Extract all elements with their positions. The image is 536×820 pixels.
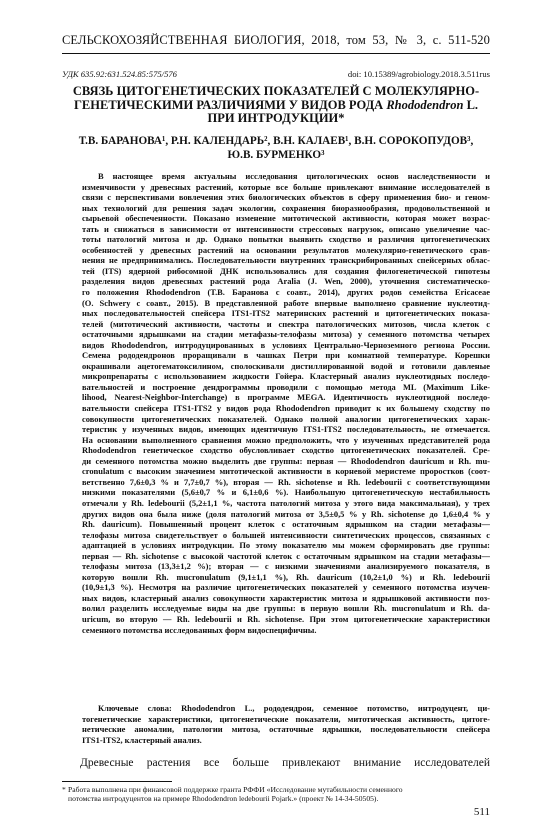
abstract-line: других видов она была ниже (доля патологий митоза от 3,5±0,5 % у Rh. sichotense до 1,6±0,4 % у xyxy=(82,508,490,519)
abstract xyxy=(82,171,490,635)
body-text-first-line: Древесные растения все больше привлекают внимание исследователей xyxy=(80,757,490,769)
keywords-block xyxy=(82,703,490,745)
abstract-line: ных последовательностей спейсера ITS1-ITS2 материнских растений и цитогенетических показа- xyxy=(82,308,490,319)
abstract-line: ветственно 7,6±0,3 % и 7,7±0,7 %), вторая — Rh. sichotense и Rh. ledebourii с соответствующими xyxy=(82,476,490,487)
page-number: 511 xyxy=(473,806,490,818)
abstract-line: телей (митотический активности, частоты и спектра патологических митозов, числа клеток с xyxy=(82,318,490,329)
authors-line-2: Ю.В. БУРМЕНКО³ xyxy=(227,148,325,161)
abstract-line: (10,9±1,3 %). Несмотря на различие цитогенетических показателей у семенного потомства изучен- xyxy=(82,582,490,593)
abstract-line: го положения Rhododendron (Т.В. Баранова с соавт., 2014), других родов семейства Ericaceae xyxy=(82,287,490,298)
abstract-line: особенностей у древесных растений на основании результатов молекулярно-генетического срав- xyxy=(82,244,490,255)
abstract-line: совокупности цитогенетических показателей. Однако полной аналогии цитогенетических харак- xyxy=(82,413,490,424)
abstract-line: которую вошли Rh. mucronulatum (9,1±1,1 %), Rh. dauricum (10,2±1,0 %) и Rh. ledebourii xyxy=(82,571,490,582)
funding-footnote xyxy=(62,785,490,803)
journal-running-head: СЕЛЬСКОХОЗЯЙСТВЕННАЯ БИОЛОГИЯ, 2018, том 53, № 3, с. 511-520 xyxy=(62,33,490,47)
abstract-line: вательностей и построение дендрограммы проводили с помощью метода ML (Maximum Like- xyxy=(82,381,490,392)
abstract-line: тей (ITS) ядерной рибосомной ДНК использовались для создания филогенетической гипотезы xyxy=(82,265,490,276)
title-line-2 xyxy=(62,99,490,113)
abstract-line: окрашивали ацетогематоксилином, сполоскивали дистиллированной водой и готовили давленые xyxy=(82,360,490,371)
abstract-line: нения не предпринимались. Последовательности внутренних транскрибированных спейсерных облас- xyxy=(82,255,490,266)
keywords-line: тогенетические характеристики, цитогенетические показатели, митотическая активность, цитоге- xyxy=(82,713,490,724)
abstract-line: Rh. dauricum). Повышенный процент клеток с остаточным ядрышком на стадии метафазы— xyxy=(82,519,490,530)
abstract-line: В настоящее время актуальны исследования цитологических основ наследственности и xyxy=(98,171,490,181)
abstract-line: первая — Rh. sichotense с высокой частотой клеток с остаточным ядрышком на стадии метафазы— xyxy=(82,550,490,561)
footnote-rule xyxy=(62,781,172,782)
abstract-line: отмечали у Rh. ledebourii (5,2±1,1 %, частота патологий митоза у этого вида максимальная), у трех xyxy=(82,497,490,508)
abstract-line: тоты патологий митоза и др. Однако попытки выявить сходство и различия цитогенетических xyxy=(82,234,490,245)
abstract-line: низкими показателями (5,6±0,7 % и 6,1±0,6 %). Наибольшую цитогенетическую нестабильность xyxy=(82,487,490,498)
abstract-line: ных видов, кластерный анализ совокупности характеристик митоза и ядрышковой активности поз- xyxy=(82,592,490,603)
keywords-line: нетические аномалии, патологии митоза, остаточные ядрышки, последовательности спейсера xyxy=(82,724,490,735)
abstract-line: теристик у изученных видов, имеющих идентичную ITS1-ITS2 последовательность, не отмечается. xyxy=(82,424,490,435)
abstract-line: uricum, во вторую — Rh. ledebourii и Rh. sichotense. При этом цитогенетические характеристики xyxy=(82,613,490,624)
abstract-line: На основании выполненного сравнения можно предположить, что у изученных представителей рода xyxy=(82,434,490,445)
abstract-line: телофазы митоза (13,3±1,2 %); вторая — с низкими значениями анализируемого показателя, в xyxy=(82,561,490,572)
title-line-2-prefix: ГЕНЕТИЧЕСКИМИ РАЗЛИЧИЯМИ У ВИДОВ РОДА xyxy=(73,97,387,112)
abstract-line: вательности спейсера ITS1-ITS2 у видов рода Rhododendron приводит к их большему сходству по xyxy=(82,403,490,414)
footnote-mark: * xyxy=(62,785,66,794)
footnote-line-1: Работа выполнена при финансовой поддержке гранта РФФИ «Исследование мутабильности семенного xyxy=(68,785,403,794)
abstract-line: Семена рододендронов проращивали в чашках Петри при комнатной температуре. Корешки xyxy=(82,350,490,361)
abstract-line: cronulatum с высоким значением митотической активности в корневой меристеме проростков (соот- xyxy=(82,466,490,477)
abstract-line: видов Rhododendron, интродуцированных в условиях Центрально-Черноземного региона России. xyxy=(82,339,490,350)
abstract-line: адаптацией в условиях интродукции. По этому показателю мы можем сформировать две группы: xyxy=(82,540,490,551)
header-rule xyxy=(62,53,490,54)
abstract-line: ных технологий для решения задач экологии, сохранения биоразнообразия, продовольственной и xyxy=(82,202,490,213)
udk-code: УДК 635.92:631.524.85:575/576 xyxy=(62,69,177,79)
keywords-line: Ключевые слова: Rhododendron L., рододендрон, семенное потомство, интродуцент, ци- xyxy=(98,703,490,713)
abstract-line: микропрепараты с использованием жидкости Гойера. Кластерный анализ нуклеотидных последо- xyxy=(82,371,490,382)
footnote-line-2: потомства интродуцентов на примере Rhododendron ledebourii Pojark.» (проект № 14-34-50505). xyxy=(68,794,379,804)
abstract-line: lihood, Nearest-Neighbor-Interchange) в программе MEGA. Идентичность нуклеотидной последо- xyxy=(82,392,490,403)
title-line-3: ПРИ ИНТРОДУКЦИИ* xyxy=(207,111,345,126)
keywords-line: ITS1-ITS2, кластерный анализ. xyxy=(82,734,202,745)
title-line-2-suffix: L. xyxy=(463,97,479,112)
abstract-line: Rhododendron генетическое сходство обусловливает сходство цитогенетических показателей. Сре- xyxy=(82,445,490,456)
author-list xyxy=(62,135,490,162)
article-title xyxy=(62,85,490,126)
title-line-1: СВЯЗЬ ЦИТОГЕНЕТИЧЕСКИХ ПОКАЗАТЕЛЕЙ С МОЛЕКУЛЯРНО- xyxy=(72,84,480,98)
abstract-line: остаточными ядрышками на стадии метафазы-телофазы митоза) у семенного потомства четырех xyxy=(82,329,490,340)
abstract-line: волил разделить исследуемые виды на две группы: в первую вошли Rh. mucronulatum и Rh. da- xyxy=(82,603,490,614)
abstract-line: семенного потомства исследованных форм видоспецифичны. xyxy=(82,624,317,635)
abstract-line: сырьевой обеспеченности. Показано изменение митотической активности, которая может возрас- xyxy=(82,213,490,224)
abstract-line: ди семенного потомства можно выделить две группы: первая — Rhododendron dauricum и Rh. mu- xyxy=(82,455,490,466)
abstract-line: тать и снижаться в зависимости от интенсивности стрессовых нагрузок, описано увеличение час- xyxy=(82,223,490,234)
abstract-line: (O. Schwery с соавт., 2015). В представленной работе впервые выполнено сравнение нуклеотид- xyxy=(82,297,490,308)
title-genus-name: Rhododendron xyxy=(386,97,464,112)
abstract-line: разделения видов древесных растений рода Aralia (J. Wen, 2000), уточнения систематическо- xyxy=(82,276,490,287)
abstract-line: изменчивости у древесных растений, которые все больше привлекают внимание исследователей в xyxy=(82,181,490,192)
authors-line-1: Т.В. БАРАНОВА¹, Р.Н. КАЛЕНДАРЬ², В.Н. КАЛАЕВ¹, В.Н. СОРОКОПУДОВ³, xyxy=(78,135,474,147)
doi-link[interactable]: doi: 10.15389/agrobiology.2018.3.511rus xyxy=(347,69,490,79)
abstract-line: связи с перспективами вовлечения этих биологических объектов в сферу применения био- и геном- xyxy=(82,192,490,203)
abstract-line: телофазы митоза свидетельствует о большей интенсивности синтетических процессов, связанных с xyxy=(82,529,490,540)
